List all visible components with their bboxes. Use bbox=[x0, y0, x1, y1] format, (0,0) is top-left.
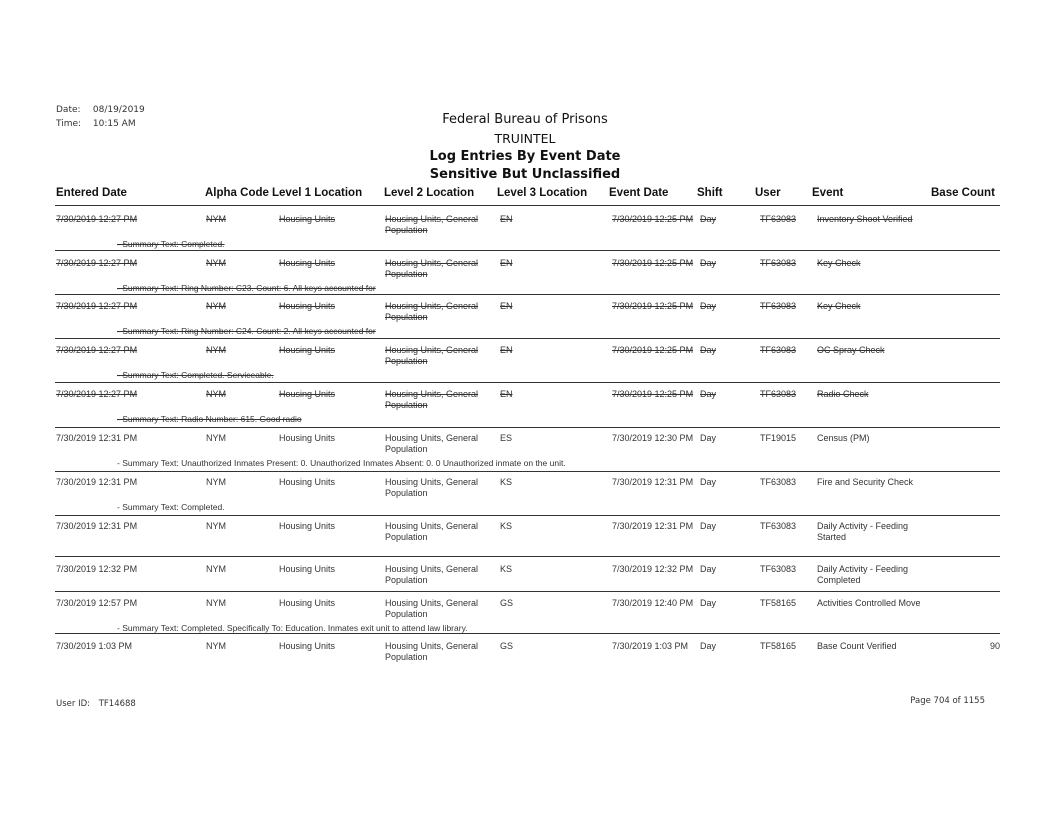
event-date-cell: 7/30/2019 12:25 PM bbox=[612, 214, 694, 224]
level3-location-cell: EN bbox=[500, 214, 513, 224]
level1-location-cell: Housing Units bbox=[279, 345, 336, 355]
col-base-count: Base Count bbox=[931, 187, 995, 199]
entered-date-cell: 7/30/2019 12:27 PM bbox=[56, 389, 138, 399]
user-cell: TF63083 bbox=[760, 477, 797, 487]
alpha-code-cell: NYM bbox=[206, 564, 226, 574]
level1-location-cell: Housing Units bbox=[279, 389, 336, 399]
level1-location-cell: Housing Units bbox=[279, 521, 336, 531]
level3-location-cell: EN bbox=[500, 301, 513, 311]
row-divider bbox=[55, 633, 1000, 634]
entered-date-cell: 7/30/2019 1:03 PM bbox=[56, 641, 133, 651]
col-event: Event bbox=[812, 187, 844, 199]
level2-location-cell: Housing Units, General Population bbox=[385, 214, 479, 235]
level2-location-cell: Housing Units, General Population bbox=[385, 598, 479, 619]
level3-location-cell: KS bbox=[500, 477, 513, 487]
level2-location-cell: Housing Units, General Population bbox=[385, 389, 479, 410]
col-event-date: Event Date bbox=[609, 187, 669, 199]
col-user: User bbox=[755, 187, 781, 199]
entered-date-cell: 7/30/2019 12:32 PM bbox=[56, 564, 138, 574]
alpha-code-cell: NYM bbox=[206, 214, 226, 224]
system-name: TRUINTEL bbox=[494, 131, 556, 146]
alpha-code-cell: NYM bbox=[206, 477, 226, 487]
shift-cell: Day bbox=[700, 433, 717, 443]
event-date-cell: 7/30/2019 12:31 PM bbox=[612, 477, 694, 487]
report-date bbox=[56, 105, 145, 115]
event-cell: Fire and Security Check bbox=[817, 477, 914, 487]
level2-location-cell: Housing Units, General Population bbox=[385, 564, 479, 585]
classification-label: Sensitive But Unclassified bbox=[429, 167, 621, 182]
user-cell: TF63083 bbox=[760, 258, 797, 268]
level1-location-cell: Housing Units bbox=[279, 214, 336, 224]
row-divider bbox=[55, 250, 1000, 251]
row-divider bbox=[55, 591, 1000, 592]
event-cell: Key Check bbox=[817, 301, 861, 311]
event-cell: Radio Check bbox=[817, 389, 869, 399]
alpha-code-cell: NYM bbox=[206, 389, 226, 399]
level1-location-cell: Housing Units bbox=[279, 301, 336, 311]
level2-location-cell: Housing Units, General Population bbox=[385, 641, 479, 662]
entered-date-cell: 7/30/2019 12:27 PM bbox=[56, 345, 138, 355]
user-cell: TF58165 bbox=[760, 641, 797, 651]
page-number: Page 704 of 1155 bbox=[910, 696, 985, 706]
report-title: Log Entries By Event Date bbox=[429, 149, 621, 164]
event-date-cell: 7/30/2019 12:31 PM bbox=[612, 521, 694, 531]
level3-location-cell: KS bbox=[500, 564, 513, 574]
row-divider bbox=[55, 294, 1000, 295]
summary-text: - Summary Text: Ring Number: C23. Count: 6. All keys accounted for bbox=[117, 283, 376, 293]
shift-cell: Day bbox=[700, 389, 717, 399]
row-divider bbox=[55, 515, 1000, 516]
level3-location-cell: EN bbox=[500, 258, 513, 268]
time-label: Time: bbox=[56, 119, 82, 129]
level2-location-cell: Housing Units, General Population bbox=[385, 477, 479, 498]
level3-location-cell: EN bbox=[500, 345, 513, 355]
header-divider bbox=[55, 205, 1000, 206]
shift-cell: Day bbox=[700, 641, 717, 651]
alpha-code-cell: NYM bbox=[206, 258, 226, 268]
event-cell: OC Spray Check bbox=[817, 345, 885, 355]
level2-location-cell: Housing Units, General Population bbox=[385, 345, 479, 366]
event-cell: Inventory Shoot Verified bbox=[817, 214, 913, 224]
summary-text: - Summary Text: Unauthorized Inmates Present: 0. Unauthorized Inmates Absent: 0. 0 Unauthorized inmate on the unit. bbox=[117, 458, 566, 468]
entered-date-cell: 7/30/2019 12:31 PM bbox=[56, 477, 138, 487]
level3-location-cell: ES bbox=[500, 433, 513, 443]
event-cell: Key Check bbox=[817, 258, 861, 268]
event-date-cell: 7/30/2019 12:25 PM bbox=[612, 389, 694, 399]
alpha-code-cell: NYM bbox=[206, 345, 226, 355]
org-name: Federal Bureau of Prisons bbox=[442, 112, 608, 127]
alpha-code-cell: NYM bbox=[206, 301, 226, 311]
user-id-label: User ID: bbox=[56, 699, 90, 709]
shift-cell: Day bbox=[700, 258, 717, 268]
row-divider bbox=[55, 382, 1000, 383]
user-cell: TF63083 bbox=[760, 521, 797, 531]
report-time bbox=[56, 119, 136, 129]
shift-cell: Day bbox=[700, 345, 717, 355]
summary-text: - Summary Text: Completed. Serviceable. bbox=[117, 370, 274, 380]
user-cell: TF63083 bbox=[760, 301, 797, 311]
level3-location-cell: GS bbox=[500, 641, 514, 651]
summary-text: - Summary Text: Completed. Specifically To: Education. Inmates exit unit to attend law library. bbox=[117, 623, 468, 633]
level1-location-cell: Housing Units bbox=[279, 477, 336, 487]
user-id-value: TF14688 bbox=[98, 699, 136, 709]
level2-location-cell: Housing Units, General Population bbox=[385, 521, 479, 542]
event-date-cell: 7/30/2019 12:25 PM bbox=[612, 301, 694, 311]
summary-text: - Summary Text: Ring Number: C24. Count: 2. All keys accounted for bbox=[117, 326, 376, 336]
entered-date-cell: 7/30/2019 12:27 PM bbox=[56, 258, 138, 268]
level1-location-cell: Housing Units bbox=[279, 564, 336, 574]
event-cell: Census (PM) bbox=[817, 433, 870, 443]
time-value: 10:15 AM bbox=[92, 119, 136, 129]
user-cell: TF63083 bbox=[760, 564, 797, 574]
summary-text: - Summary Text: Radio Number: 615. Good radio bbox=[117, 414, 302, 424]
alpha-code-cell: NYM bbox=[206, 433, 226, 443]
event-date-cell: 7/30/2019 12:32 PM bbox=[612, 564, 694, 574]
event-date-cell: 7/30/2019 1:03 PM bbox=[612, 641, 689, 651]
event-cell: Base Count Verified bbox=[817, 641, 897, 651]
level1-location-cell: Housing Units bbox=[279, 433, 336, 443]
event-date-cell: 7/30/2019 12:25 PM bbox=[612, 258, 694, 268]
level2-location-cell: Housing Units, General Population bbox=[385, 258, 479, 279]
level1-location-cell: Housing Units bbox=[279, 258, 336, 268]
alpha-code-cell: NYM bbox=[206, 521, 226, 531]
event-date-cell: 7/30/2019 12:40 PM bbox=[612, 598, 694, 608]
level3-location-cell: GS bbox=[500, 598, 514, 608]
summary-text: - Summary Text: Completed. bbox=[117, 239, 225, 249]
shift-cell: Day bbox=[700, 214, 717, 224]
level3-location-cell: EN bbox=[500, 389, 513, 399]
entered-date-cell: 7/30/2019 12:57 PM bbox=[56, 598, 138, 608]
user-cell: TF63083 bbox=[760, 214, 797, 224]
entered-date-cell: 7/30/2019 12:27 PM bbox=[56, 214, 138, 224]
col-level3-location: Level 3 Location bbox=[497, 187, 588, 199]
shift-cell: Day bbox=[700, 477, 717, 487]
event-cell: Activities Controlled Move bbox=[817, 598, 921, 608]
event-cell: Daily Activity - Feeding Started bbox=[817, 521, 909, 542]
footer-user-id bbox=[56, 699, 136, 709]
level2-location-cell: Housing Units, General Population bbox=[385, 301, 479, 322]
date-label: Date: bbox=[56, 105, 81, 115]
user-cell: TF19015 bbox=[760, 433, 797, 443]
level1-location-cell: Housing Units bbox=[279, 598, 336, 608]
summary-text: - Summary Text: Completed. bbox=[117, 502, 225, 512]
entered-date-cell: 7/30/2019 12:27 PM bbox=[56, 301, 138, 311]
col-alpha-code: Alpha Code bbox=[205, 187, 269, 199]
level2-location-cell: Housing Units, General Population bbox=[385, 433, 479, 454]
shift-cell: Day bbox=[700, 521, 717, 531]
base-count-cell: 90 bbox=[989, 641, 1000, 651]
event-cell: Daily Activity - Feeding Completed bbox=[817, 564, 909, 585]
col-level1-location: Level 1 Location bbox=[272, 187, 363, 199]
alpha-code-cell: NYM bbox=[206, 598, 226, 608]
shift-cell: Day bbox=[700, 564, 717, 574]
col-shift: Shift bbox=[697, 187, 723, 199]
shift-cell: Day bbox=[700, 598, 717, 608]
row-divider bbox=[55, 556, 1000, 557]
event-date-cell: 7/30/2019 12:30 PM bbox=[612, 433, 694, 443]
row-divider bbox=[55, 471, 1000, 472]
row-divider bbox=[55, 338, 1000, 339]
user-cell: TF63083 bbox=[760, 345, 797, 355]
user-cell: TF58165 bbox=[760, 598, 797, 608]
col-entered-date: Entered Date bbox=[56, 187, 127, 199]
entered-date-cell: 7/30/2019 12:31 PM bbox=[56, 521, 138, 531]
col-level2-location: Level 2 Location bbox=[384, 187, 475, 199]
date-value: 08/19/2019 bbox=[92, 105, 145, 115]
row-divider bbox=[55, 427, 1000, 428]
entered-date-cell: 7/30/2019 12:31 PM bbox=[56, 433, 138, 443]
user-cell: TF63083 bbox=[760, 389, 797, 399]
alpha-code-cell: NYM bbox=[206, 641, 226, 651]
level1-location-cell: Housing Units bbox=[279, 641, 336, 651]
shift-cell: Day bbox=[700, 301, 717, 311]
event-date-cell: 7/30/2019 12:25 PM bbox=[612, 345, 694, 355]
level3-location-cell: KS bbox=[500, 521, 513, 531]
